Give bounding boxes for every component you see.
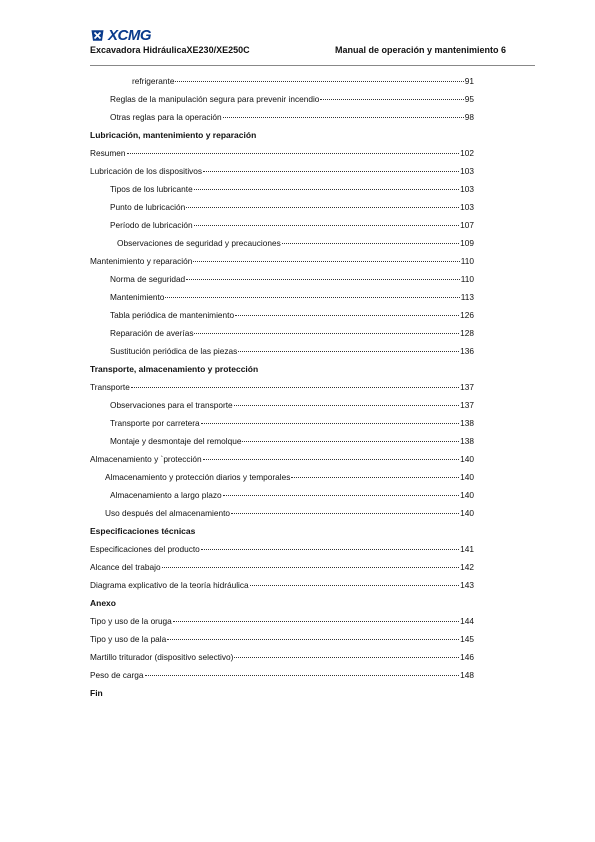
toc-entry[interactable]: [110, 94, 474, 106]
toc-dot-leader: [145, 675, 460, 676]
toc-entry-title: Norma de seguridad: [110, 274, 186, 284]
toc-entry-title: Almacenamiento y protección diarios y temporales: [105, 472, 291, 482]
toc-entry[interactable]: [90, 454, 474, 466]
toc-entry-title: Alcance del trabajo: [90, 562, 161, 572]
toc-dot-leader: [186, 207, 459, 208]
toc-page-number: 140: [460, 508, 474, 518]
toc-entry-title: Especificaciones del producto: [90, 544, 200, 554]
toc-page-number: 98: [464, 112, 474, 122]
toc-page-number: 140: [460, 472, 474, 482]
toc-page-number: 136: [460, 346, 474, 356]
toc-dot-leader: [320, 99, 463, 100]
toc-entry-title: Uso después del almacenamiento: [105, 508, 230, 518]
toc-dot-leader: [162, 567, 460, 568]
toc-entry-title: Tipo y uso de la oruga: [90, 616, 172, 626]
toc-dot-leader: [203, 459, 460, 460]
toc-dot-leader: [127, 153, 460, 154]
toc-page-number: 110: [460, 274, 474, 284]
page-header: [90, 27, 506, 67]
toc-section-heading: Transporte, almacenamiento y protección: [90, 364, 259, 374]
toc-dot-leader: [186, 279, 460, 280]
toc-page-number: 143: [460, 580, 474, 590]
toc-dot-leader: [173, 621, 459, 622]
toc-page-number: 137: [460, 400, 474, 410]
toc-dot-leader: [238, 351, 459, 352]
toc-entry[interactable]: [110, 292, 474, 304]
toc-entry-title: refrigerante: [132, 76, 175, 86]
toc-entry[interactable]: [110, 184, 474, 196]
toc-dot-leader: [231, 513, 459, 514]
toc-section-heading: Especificaciones técnicas: [90, 526, 196, 536]
toc-page-number: 144: [460, 616, 474, 626]
toc-entry[interactable]: [90, 562, 474, 574]
toc-entry-title: Diagrama explicativo de la teoría hidráulica: [90, 580, 249, 590]
toc-page-number: 140: [460, 454, 474, 464]
toc-entry[interactable]: [117, 238, 474, 250]
toc-page-number: 113: [460, 292, 474, 302]
toc-entry-title: Observaciones de seguridad y precauciones: [117, 238, 281, 248]
toc-entry[interactable]: [90, 580, 474, 592]
toc-page-number: 103: [460, 202, 474, 212]
toc-entry-title: Reglas de la manipulación segura para prevenir incendio: [110, 94, 320, 104]
toc-dot-leader: [194, 189, 459, 190]
toc-section-heading: Fin: [90, 688, 103, 698]
brand-logo: [90, 27, 151, 43]
toc-entry-title: Almacenamiento y `protección: [90, 454, 202, 464]
toc-page-number: 142: [460, 562, 474, 572]
toc-entry[interactable]: [110, 490, 474, 502]
toc-dot-leader: [194, 225, 460, 226]
toc-entry-title: Transporte: [90, 382, 130, 392]
toc-entry-title: Reparación de averías: [110, 328, 194, 338]
toc-dot-leader: [242, 441, 459, 442]
toc-entry[interactable]: [105, 472, 474, 484]
toc-dot-leader: [223, 117, 464, 118]
toc-dot-leader: [194, 333, 459, 334]
toc-page-number: 140: [460, 490, 474, 500]
toc-entry[interactable]: [90, 616, 474, 628]
toc-entry[interactable]: [110, 346, 474, 358]
toc-entry-title: Tipos de los lubricante: [110, 184, 193, 194]
toc-dot-leader: [201, 549, 459, 550]
toc-dot-leader: [201, 423, 460, 424]
logo-wordmark: XCMG: [108, 26, 151, 44]
toc-entry[interactable]: [110, 112, 474, 124]
toc-entry[interactable]: [110, 310, 474, 322]
toc-entry[interactable]: [110, 328, 474, 340]
toc-entry[interactable]: [90, 634, 474, 646]
toc-dot-leader: [167, 639, 459, 640]
toc-page-number: 103: [460, 166, 474, 176]
toc-dot-leader: [193, 261, 459, 262]
toc-entry[interactable]: [132, 76, 474, 88]
toc-entry-title: Sustitución periódica de las piezas: [110, 346, 238, 356]
toc-dot-leader: [175, 81, 463, 82]
toc-page-number: 137: [460, 382, 474, 392]
toc-entry[interactable]: [110, 202, 474, 214]
toc-dot-leader: [223, 495, 460, 496]
toc-entry[interactable]: [110, 274, 474, 286]
header-divider: [90, 65, 535, 66]
toc-entry[interactable]: [90, 670, 474, 682]
toc-page-number: 138: [460, 418, 474, 428]
toc-entry[interactable]: [90, 256, 474, 268]
toc-page-number: 128: [460, 328, 474, 338]
toc-entry[interactable]: [110, 436, 474, 448]
toc-entry[interactable]: [110, 418, 474, 430]
toc-entry-title: Observaciones para el transporte: [110, 400, 233, 410]
toc-dot-leader: [291, 477, 459, 478]
toc-page-number: 126: [460, 310, 474, 320]
toc-entry-title: Otras reglas para la operación: [110, 112, 222, 122]
toc-entry[interactable]: [90, 652, 474, 664]
toc-dot-leader: [131, 387, 459, 388]
toc-entry[interactable]: [90, 382, 474, 394]
toc-section-heading: Lubricación, mantenimiento y reparación: [90, 130, 257, 140]
toc-entry-title: Mantenimiento: [110, 292, 165, 302]
toc-entry-title: Lubricación de los dispositivos: [90, 166, 203, 176]
toc-entry[interactable]: [105, 508, 474, 520]
toc-entry-title: Almacenamiento a largo plazo: [110, 490, 222, 500]
toc-dot-leader: [282, 243, 459, 244]
toc-page-number: 146: [460, 652, 474, 662]
toc-entry-title: Resumen: [90, 148, 126, 158]
toc-section-heading: Anexo: [90, 598, 116, 608]
toc-page-number: 141: [460, 544, 474, 554]
toc-dot-leader: [165, 297, 459, 298]
toc-page-number: 138: [460, 436, 474, 446]
toc-entry[interactable]: [90, 166, 474, 178]
toc-entry-title: Transporte por carretera: [110, 418, 200, 428]
manual-model-title: Excavadora HidráulicaXE230/XE250C: [90, 45, 250, 55]
toc-entry[interactable]: [110, 220, 474, 232]
toc-entry-title: Punto de lubricación: [110, 202, 186, 212]
toc-dot-leader: [234, 405, 459, 406]
toc-dot-leader: [234, 657, 459, 658]
toc-page-number: 107: [460, 220, 474, 230]
toc-page-number: 145: [460, 634, 474, 644]
toc-dot-leader: [203, 171, 459, 172]
toc-page-number: 148: [460, 670, 474, 680]
toc-entry[interactable]: [90, 148, 474, 160]
xcmg-logo-icon: [90, 28, 105, 43]
toc-entry-title: Tabla periódica de mantenimiento: [110, 310, 235, 320]
manual-section-title: Manual de operación y mantenimiento 6: [334, 45, 506, 55]
toc-entry[interactable]: [110, 400, 474, 412]
toc-dot-leader: [250, 585, 460, 586]
toc-entry-title: Martillo triturador (dispositivo selectivo): [90, 652, 234, 662]
toc-entry-title: Tipo y uso de la pala: [90, 634, 167, 644]
toc-page-number: 95: [464, 94, 474, 104]
toc-dot-leader: [235, 315, 459, 316]
toc-entry-title: Mantenimiento y reparación: [90, 256, 193, 266]
toc-page-number: 109: [460, 238, 474, 248]
toc-page-number: 91: [464, 76, 474, 86]
toc-page-number: 103: [460, 184, 474, 194]
toc-entry-title: Período de lubricación: [110, 220, 193, 230]
toc-page-number: 102: [460, 148, 474, 158]
toc-page-number: 110: [460, 256, 474, 266]
toc-entry-title: Montaje y desmontaje del remolque: [110, 436, 242, 446]
toc-entry-title: Peso de carga: [90, 670, 144, 680]
toc-entry[interactable]: [90, 544, 474, 556]
